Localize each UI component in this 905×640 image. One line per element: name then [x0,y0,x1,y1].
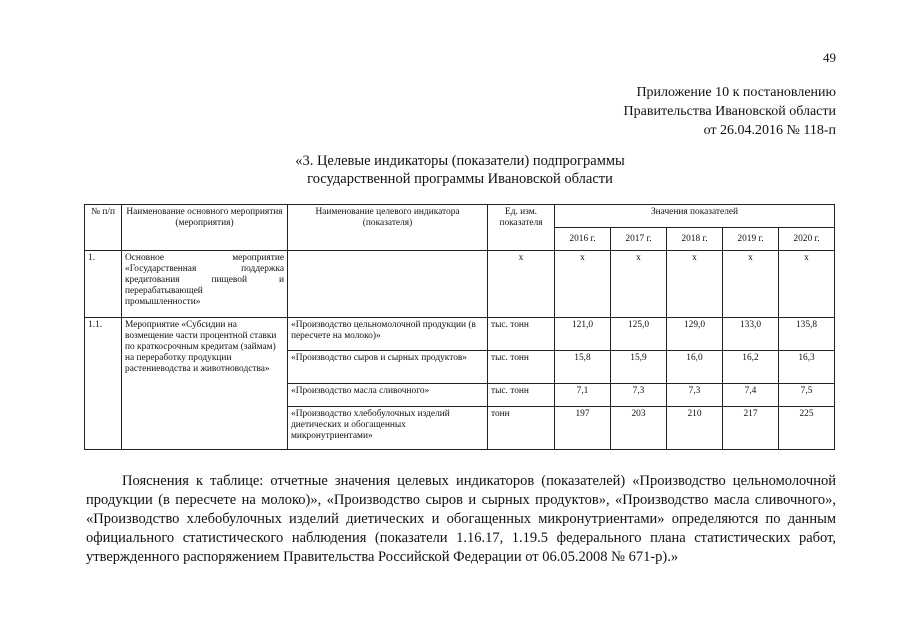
indicator-value: 225 [779,407,835,450]
header-year: 2020 г. [779,228,835,251]
indicator-unit: тыс. тонн [488,384,555,407]
title-line: «3. Целевые индикаторы (показатели) подпрограммы [295,153,625,169]
row-event [122,251,288,318]
indicator-name: «Производство хлебобулочных изделий диетических и обогащенных микронутриентами» [288,407,488,450]
indicator-value: 125,0 [611,318,667,351]
header-year: 2016 г. [555,228,611,251]
row-unit: х [488,251,555,318]
indicator-value: 7,3 [667,384,723,407]
title-line: государственной программы Ивановской области [307,171,613,187]
indicator-name: «Производство масла сливочного» [288,384,488,407]
event-line: Основное мероприятие [125,253,284,263]
indicator-value: 16,2 [723,351,779,384]
indicator-value: 203 [611,407,667,450]
indicator-value: 133,0 [723,318,779,351]
event-line: перерабатывающей [125,286,203,296]
header-row [85,205,835,228]
indicator-value: 121,0 [555,318,611,351]
indicators-table [84,204,835,450]
row-num: 1.1. [85,318,122,450]
notes-paragraph: Пояснения к таблице: отчетные значения целевых индикаторов (показателей) «Производство цельномолочной продукции (в пересчете на молоко)», «Производство сыров и сырных продуктов», «Производство масла сливочного», «Производство хлебобулочных изделий диетических и обогащенных микронутриентами» определяются по данным официального статистического наблюдения (показатели 1.16.17, 1.19.5 федерального плана статистических работ, утвержденного распоряжением Правительства Российской Федерации от 06.05.2008 № 671-р).» [86,473,836,565]
row-value: х [667,251,723,318]
appendix-line: Правительства Ивановской области [623,104,836,119]
event-line: кредитования пищевой и [125,275,284,285]
row-value: х [779,251,835,318]
table-notes [86,472,836,567]
header-year: 2018 г. [667,228,723,251]
indicator-value: 16,0 [667,351,723,384]
indicator-value: 197 [555,407,611,450]
appendix-header [520,83,836,140]
header-indicator: Наименование целевого индикатора (показателя) [288,205,488,251]
row-value: х [723,251,779,318]
table-row [85,318,835,351]
row-event: Мероприятие «Субсидии на возмещение части процентной ставки по краткосрочным кредитам (займам) на переработку продукции растениеводства и животноводства» [122,318,288,450]
event-line: промышленности» [125,297,201,307]
indicator-unit: тонн [488,407,555,450]
indicator-value: 15,9 [611,351,667,384]
row-value: х [611,251,667,318]
header-unit: Ед. изм. показателя [488,205,555,251]
indicator-value: 7,4 [723,384,779,407]
indicator-value: 15,8 [555,351,611,384]
indicator-value: 7,5 [779,384,835,407]
page-number: 49 [823,50,836,65]
indicator-unit: тыс. тонн [488,351,555,384]
appendix-line: Приложение 10 к постановлению [636,85,836,100]
header-year: 2019 г. [723,228,779,251]
indicator-value: 7,1 [555,384,611,407]
indicator-name: «Производство цельномолочной продукции (в пересчете на молоко)» [288,318,488,351]
indicator-value: 210 [667,407,723,450]
section-title [200,152,720,188]
indicator-value: 135,8 [779,318,835,351]
indicator-value: 7,3 [611,384,667,407]
indicator-name: «Производство сыров и сырных продуктов» [288,351,488,384]
row-value: х [555,251,611,318]
appendix-line: от 26.04.2016 № 118-п [703,123,836,138]
header-values: Значения показателей [555,205,835,228]
indicator-value: 16,3 [779,351,835,384]
header-event: Наименование основного мероприятия (мероприятия) [122,205,288,251]
indicator-unit: тыс. тонн [488,318,555,351]
row-num: 1. [85,251,122,318]
table-row [85,251,835,318]
indicator-value: 217 [723,407,779,450]
row-indicator [288,251,488,318]
indicator-value: 129,0 [667,318,723,351]
header-num: № п/п [85,205,122,251]
header-year: 2017 г. [611,228,667,251]
event-line: «Государственная поддержка [125,264,284,274]
